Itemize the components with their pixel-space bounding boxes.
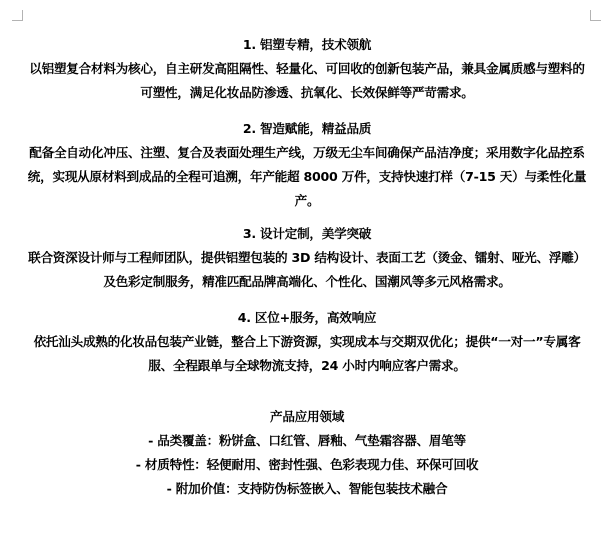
section-4	[24, 306, 590, 378]
section-heading: 4. 区位+服务，高效响应	[237, 310, 377, 325]
section-3	[24, 222, 590, 294]
section-paragraph: 依托汕头成熟的化妆品包装产业链，整合上下游资源，实现成本与交期双优化；提供“一对一”专属客服、全程跟单与全球物流支持，24 小时内响应客户需求。	[33, 334, 581, 373]
page-corner-mark-top-left	[12, 10, 23, 21]
applications-item: - 品类覆盖：粉饼盒、口红管、唇釉、气垫霜容器、眉笔等	[148, 433, 466, 448]
section-heading: 1. 铝塑专精，技术领航	[242, 37, 372, 52]
section-1	[24, 33, 590, 105]
applications-item: - 附加价值：支持防伪标签嵌入、智能包装技术融合	[166, 481, 448, 496]
applications-item: - 材质特性：轻便耐用、密封性强、色彩表现力佳、环保可回收	[135, 457, 479, 472]
section-paragraph: 联合资深设计师与工程师团队，提供铝塑包装的 3D 结构设计、表面工艺（烫金、镭射、哑光、浮雕）及色彩定制服务，精准匹配品牌高端化、个性化、国潮风等多元风格需求。	[28, 250, 586, 289]
applications-title: 产品应用领域	[269, 409, 345, 424]
applications-section	[24, 405, 590, 501]
section-paragraph: 以铝塑复合材料为核心，自主研发高阻隔性、轻量化、可回收的创新包装产品，兼具金属质感与塑料的可塑性，满足化妆品防渗透、抗氧化、长效保鲜等严苛需求。	[29, 61, 585, 100]
section-heading: 3. 设计定制，美学突破	[242, 226, 372, 241]
section-2	[24, 117, 590, 213]
section-heading: 2. 智造赋能，精益品质	[242, 121, 372, 136]
page-corner-mark-top-right	[590, 10, 601, 21]
section-paragraph: 配备全自动化冲压、注塑、复合及表面处理生产线，万级无尘车间确保产品洁净度；采用数字化品控系统，实现从原材料到成品的全程可追溯，年产能超 8000 万件，支持快速打样（7-15 天）与柔性化量产。	[27, 145, 587, 208]
